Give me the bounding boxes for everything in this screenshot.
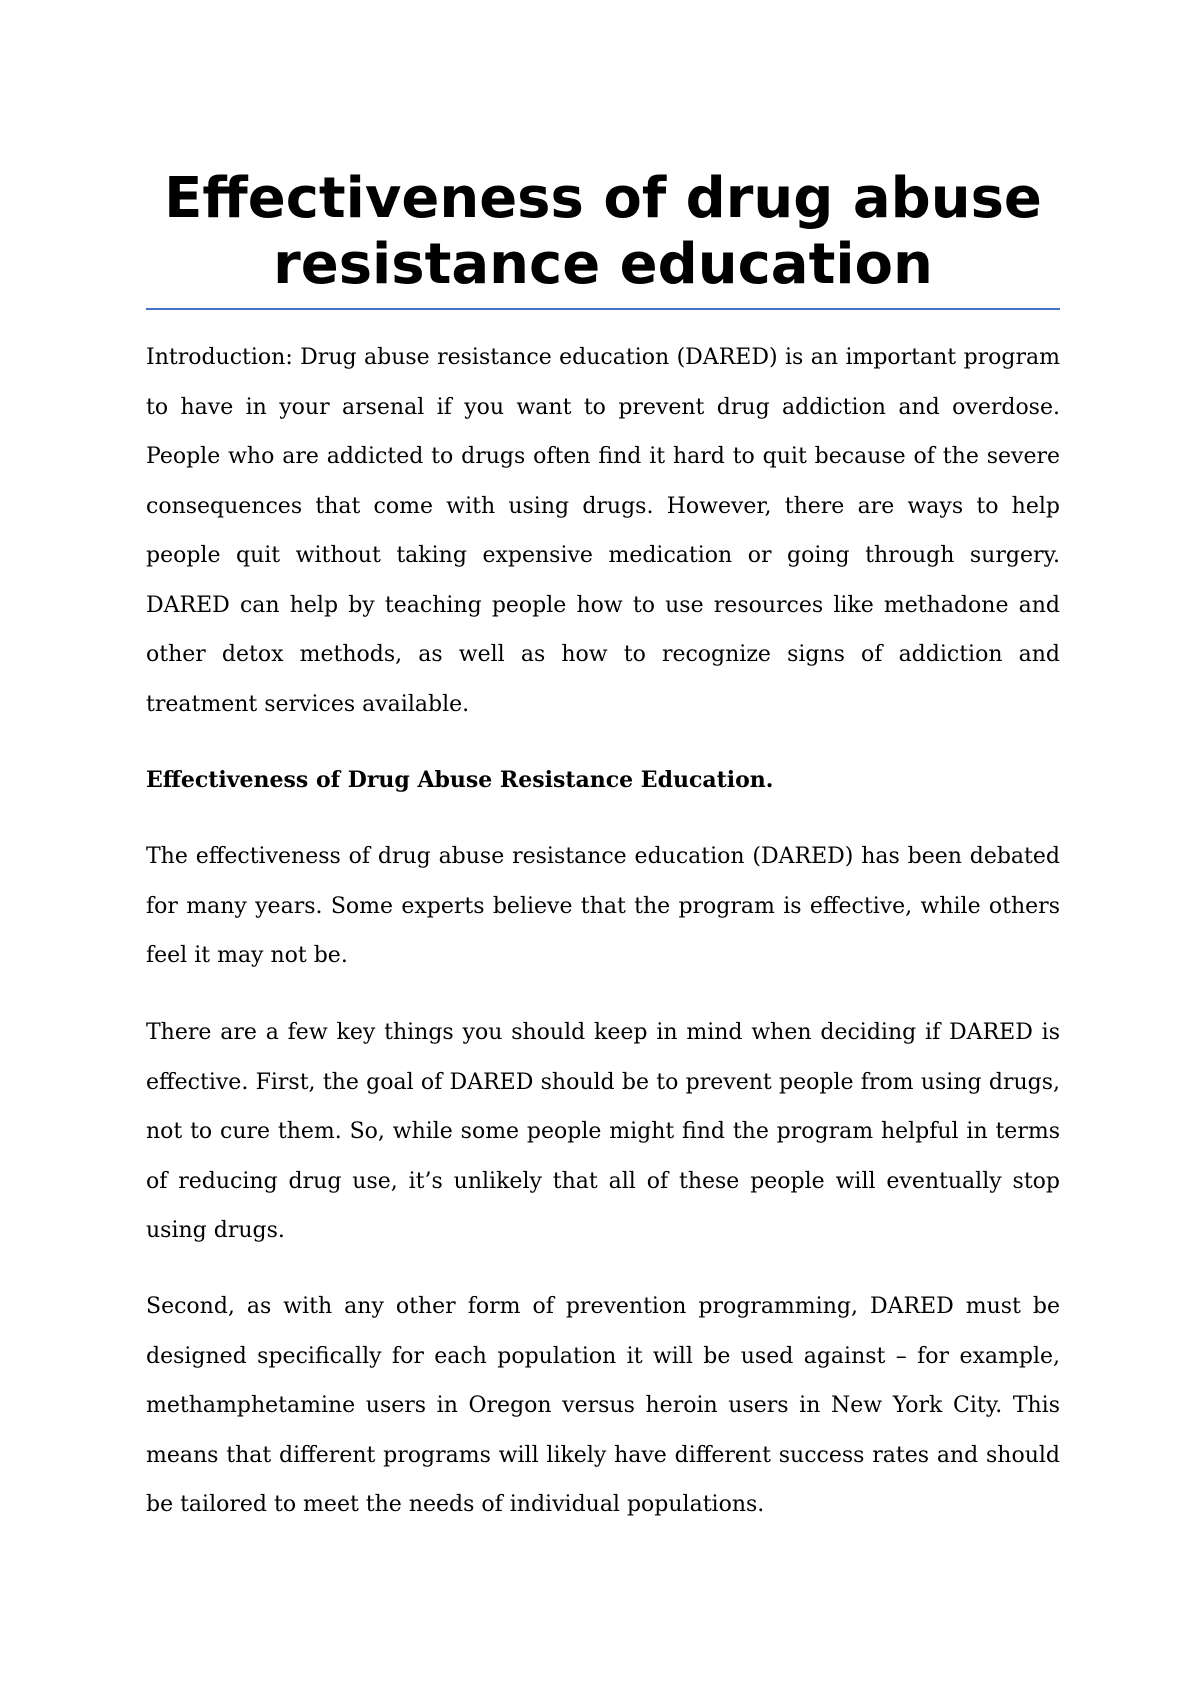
title-underline-rule bbox=[146, 308, 1060, 310]
body-paragraph-1: The effectiveness of drug abuse resistance education (DARED) has been debated for many years. Some experts believe that the program is effective, while others feel it may not be. bbox=[146, 844, 1060, 968]
body-paragraph-3: Second, as with any other form of prevention programming, DARED must be designed specifically for each population it will be used against – for example, methamphetamine users in Oregon versus heroin users in New York City. This means that different programs will likely have different success rates and should be tailored to meet the needs of individual populations. bbox=[146, 1294, 1060, 1517]
section-heading: Effectiveness of Drug Abuse Resistance Education. bbox=[146, 767, 774, 793]
body-paragraph-2: There are a few key things you should keep in mind when deciding if DARED is effective. First, the goal of DARED should be to prevent people from using drugs, not to cure them. So, while some people might find the program helpful in terms of reducing drug use, it’s unlikely that all of these people will eventually stop using drugs. bbox=[146, 1020, 1060, 1243]
document-title: Effectiveness of drug abuse resistance education bbox=[164, 166, 1042, 297]
intro-paragraph: Introduction: Drug abuse resistance education (DARED) is an important program to have in your arsenal if you want to prevent drug addiction and overdose. People who are addicted to drugs often find it hard to quit because of the severe consequences that come with using drugs. However, there are ways to help people quit without taking expensive medication or going through surgery. DARED can help by teaching people how to use resources like methadone and other detox methods, as well as how to recognize signs of addiction and treatment services available. bbox=[146, 345, 1060, 717]
